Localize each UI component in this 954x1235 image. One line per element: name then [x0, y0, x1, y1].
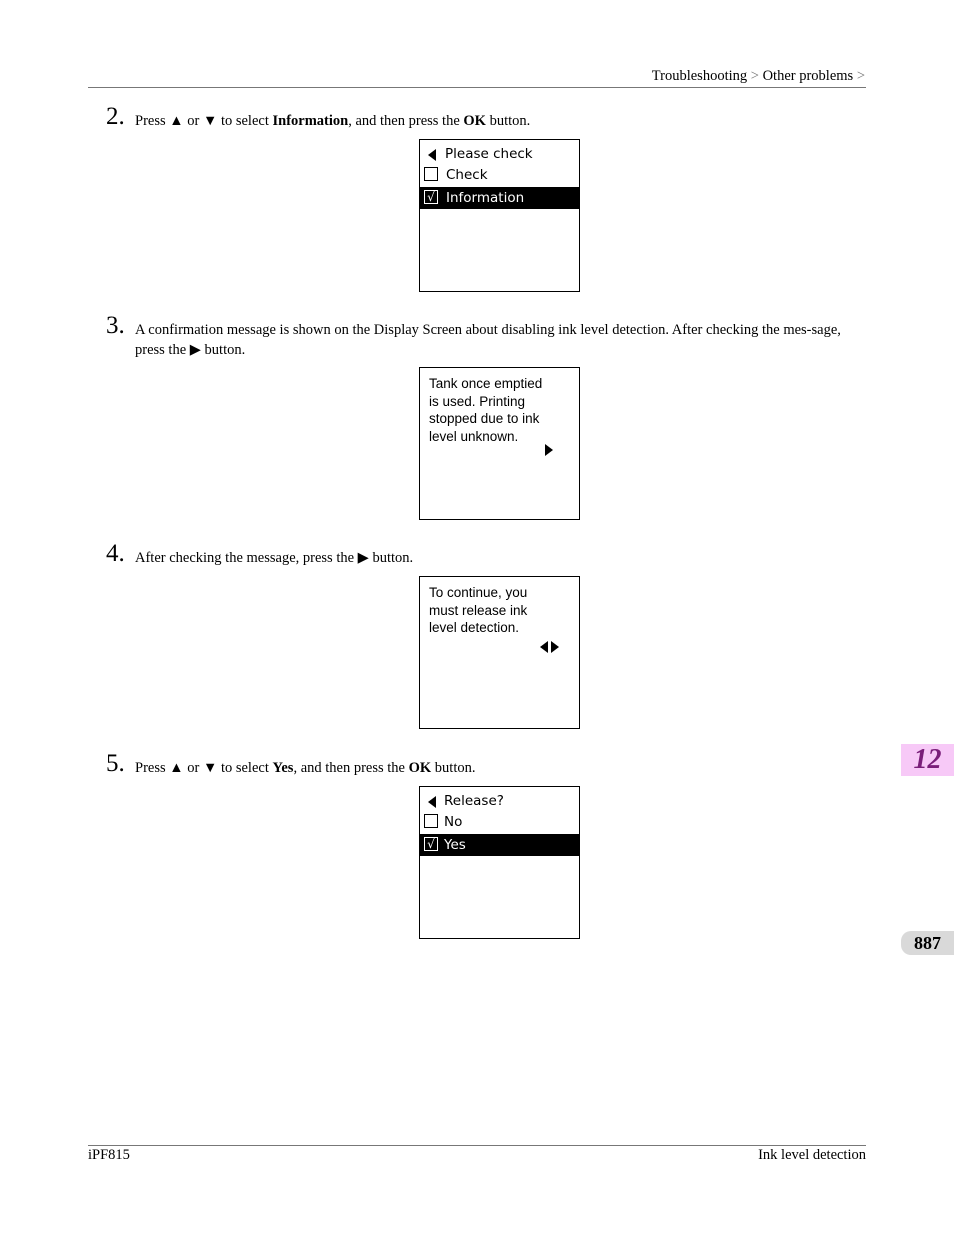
step-number: 5. — [106, 750, 125, 777]
forward-triangle-icon — [551, 641, 559, 653]
step-number: 4. — [106, 540, 125, 567]
breadcrumb — [88, 66, 865, 86]
display-screen: Please check Check √ Information — [419, 139, 580, 292]
breadcrumb-separator: > — [856, 68, 865, 84]
step-instruction: Press ▲ or ▼ to select Yes, and then press the OK button. — [135, 760, 476, 776]
back-triangle-icon — [428, 796, 436, 808]
step-number: 3. — [106, 312, 125, 339]
screen-message: To continue, you must release ink level detection. — [429, 585, 528, 635]
up-arrow-icon: ▲ — [169, 113, 184, 129]
chapter-tab[interactable]: 12 — [901, 744, 954, 776]
down-arrow-icon: ▼ — [202, 760, 218, 776]
footer-model: iPF815 — [88, 1147, 130, 1163]
page-number: 887 — [901, 931, 954, 955]
breadcrumb-subsection[interactable]: Other problems — [762, 68, 854, 84]
breadcrumb-separator: > — [750, 68, 759, 84]
header-rule — [88, 87, 866, 88]
right-arrow-icon: ▶ — [357, 550, 369, 566]
back-triangle-icon — [540, 641, 548, 653]
step-instruction: Press ▲ or ▼ to select Information, and then press the OK button. — [135, 113, 531, 129]
checked-box-icon: √ — [424, 190, 438, 204]
menu-item-information[interactable]: √ Information — [420, 187, 579, 209]
menu-item-check[interactable]: Check — [420, 164, 579, 186]
down-arrow-icon: ▼ — [202, 113, 218, 129]
menu-item-no[interactable]: No — [420, 811, 579, 833]
breadcrumb-section[interactable]: Troubleshooting — [651, 68, 748, 84]
menu-item-yes[interactable]: √ Yes — [420, 834, 579, 856]
step-instruction: A confirmation message is shown on the Display Screen about disabling ink level detection. After checking the mes-sage, press the ▶ button. — [135, 322, 841, 358]
right-arrow-icon: ▶ — [189, 342, 201, 358]
display-screen — [419, 367, 580, 520]
checked-box-icon: √ — [424, 837, 438, 851]
display-screen — [419, 576, 580, 729]
step-instruction: After checking the message, press the ▶ button. — [135, 550, 414, 566]
display-screen: Release? No √ Yes — [419, 786, 580, 939]
checkbox-icon — [424, 814, 438, 828]
checkbox-icon — [424, 167, 438, 181]
screen-message: Tank once emptied is used. Printing stopped due to ink level unknown. — [429, 376, 543, 444]
footer-topic: Ink level detection — [758, 1147, 866, 1163]
back-triangle-icon — [428, 149, 436, 161]
step-number: 2. — [106, 103, 125, 130]
forward-triangle-icon — [545, 444, 553, 456]
up-arrow-icon: ▲ — [169, 760, 184, 776]
